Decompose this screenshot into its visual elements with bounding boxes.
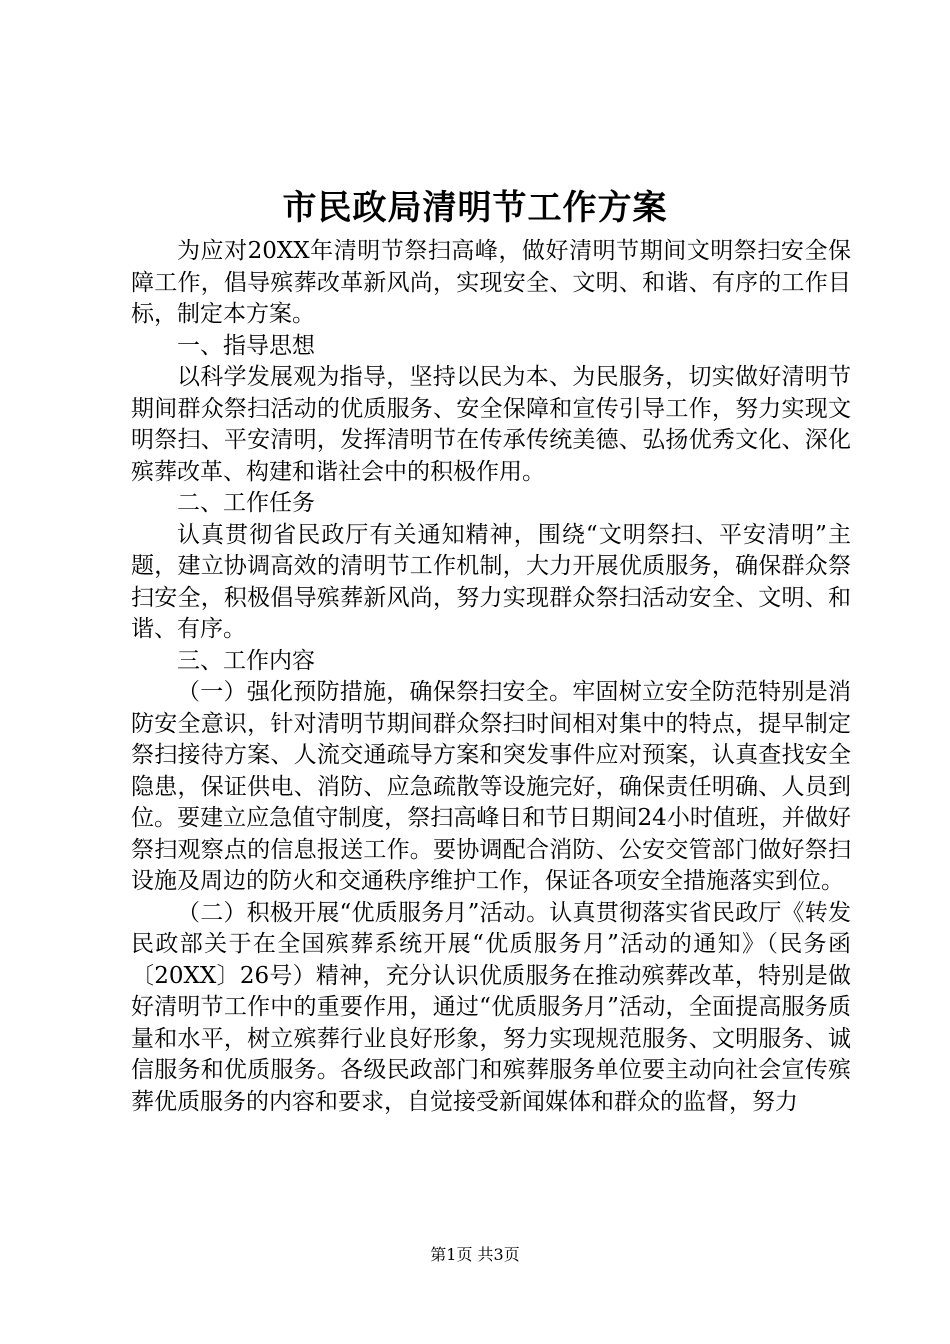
section-heading-work-content: 三、工作内容 (177, 647, 315, 674)
section-heading-work-tasks: 二、工作任务 (177, 490, 315, 516)
intro-paragraph: 为应对20XX年清明节祭扫高峰，做好清明节期间文明祭扫安全保障工作，倡导殡葬改革新风尚，实现安全、文明、和谐、有序的工作目标，制定本方案。 (131, 238, 851, 327)
work-content-item-2: （二）积极开展“优质服务月”活动。认真贯彻落实省民政厅《转发民政部关于在全国殡葬系统开展“优质服务月”活动的通知》（民务函〔20XX〕26号）精神，充分认识优质服务在推动殡葬改革，特别是做好清明节工作中的重要作用，通过“优质服务月”活动，全面提高服务质量和水平，树立殡葬行业良好形象，努力实现规范服务、文明服务、诚信服务和优质服务。各级民政部门和殡葬服务单位要主动向社会宣传殡葬优质服务的内容和要求，自觉接受新闻媒体和群众的监督，努力 (131, 899, 851, 1115)
document-title: 市民政局清明节工作方案 (282, 188, 668, 228)
page-footer: 第1页 共3页 (430, 1245, 520, 1264)
section-heading-guiding-ideology: 一、指导思想 (177, 332, 315, 359)
work-tasks-paragraph: 认真贯彻省民政厅有关通知精神，围绕“文明祭扫、平安清明”主题，建立协调高效的清明节工作机制，大力开展优质服务，确保群众祭扫安全，积极倡导殡葬新风尚，努力实现群众祭扫活动安全、文明、和谐、有序。 (131, 521, 851, 642)
work-content-item-1: （一）强化预防措施，确保祭扫安全。牢固树立安全防范特别是消防安全意识，针对清明节期间群众祭扫时间相对集中的特点，提早制定祭扫接待方案、人流交通疏导方案和突发事件应对预案，认真查找安全隐患，保证供电、消防、应急疏散等设施完好，确保责任明确、人员到位。要建立应急值守制度，祭扫高峰日和节日期间24小时值班，并做好祭扫观察点的信息报送工作。要协调配合消防、公安交管部门做好祭扫设施及周边的防火和交通秩序维护工作，保证各项安全措施落实到位。 (131, 679, 851, 894)
guiding-ideology-paragraph: 以科学发展观为指导，坚持以民为本、为民服务，切实做好清明节期间群众祭扫活动的优质服务、安全保障和宣传引导工作，努力实现文明祭扫、平安清明，发挥清明节在传承传统美德、弘扬优秀文化、深化殡葬改革、构建和谐社会中的积极作用。 (131, 364, 851, 485)
document-body (131, 236, 851, 1118)
